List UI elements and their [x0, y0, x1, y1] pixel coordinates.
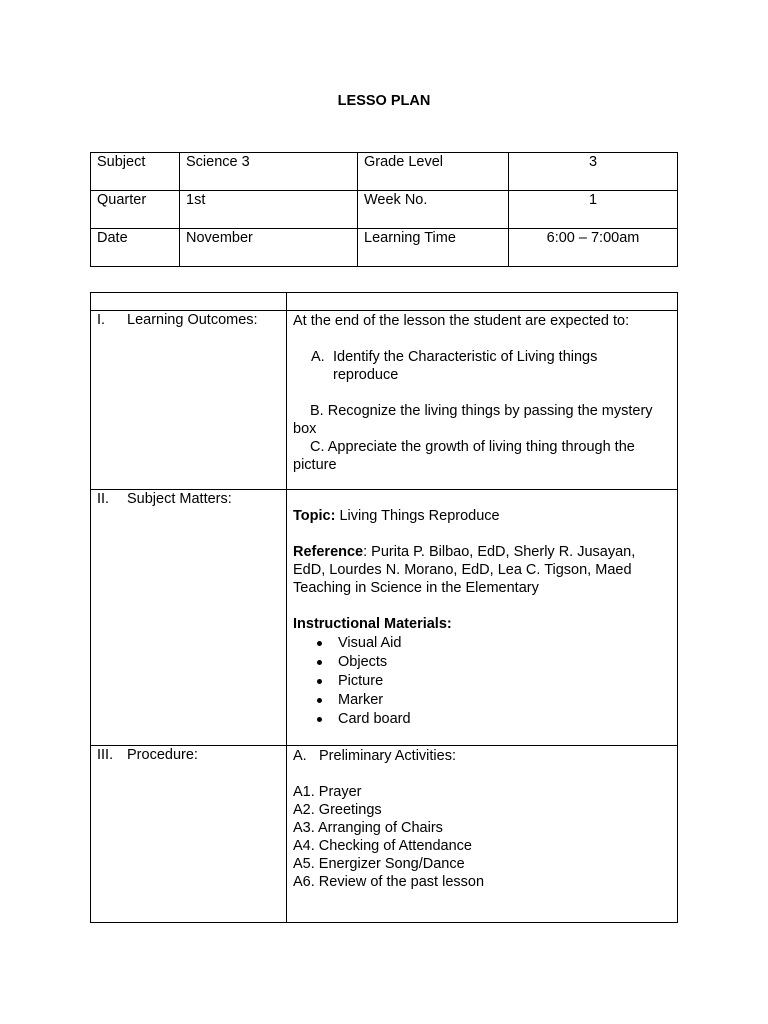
materials-heading: Instructional Materials:: [293, 616, 452, 632]
info-table: [90, 152, 678, 267]
list-item: Marker: [338, 691, 671, 710]
procedure-row: [91, 746, 678, 923]
info-key: Week No.: [358, 191, 509, 229]
procedure-heading: A. Preliminary Activities:: [293, 748, 456, 764]
outcome-a: A. Identify the Characteristic of Living things reproduce: [311, 349, 598, 383]
list-item: Picture: [338, 672, 671, 691]
info-key: Quarter: [91, 191, 180, 229]
outcomes-intro: At the end of the lesson the student are expected to:: [293, 313, 630, 329]
section-numeral: I.: [97, 312, 106, 328]
section-label: Learning Outcomes:: [127, 312, 258, 328]
info-key: Learning Time: [358, 229, 509, 267]
list-item: Card board: [338, 710, 671, 729]
table-row: [91, 153, 678, 191]
list-item: A5. Energizer Song/Dance: [293, 856, 465, 872]
list-item: A6. Review of the past lesson: [293, 874, 485, 890]
section-label: Procedure:: [127, 747, 198, 763]
table-row: [91, 191, 678, 229]
lesson-table: [90, 292, 678, 923]
outcomes-row: [91, 311, 678, 490]
info-value: 6:00 – 7:00am: [509, 229, 678, 267]
info-key: Date: [91, 229, 180, 267]
list-item: Objects: [338, 653, 671, 672]
info-value: 1: [509, 191, 678, 229]
document-title: LESSO PLAN: [337, 93, 431, 109]
info-value: 3: [509, 153, 678, 191]
list-item: A3. Arranging of Chairs: [293, 820, 443, 836]
materials-list: [293, 634, 671, 729]
section-numeral: III.: [97, 747, 114, 763]
info-value: Science 3: [180, 153, 358, 191]
subject-row: [91, 490, 678, 746]
info-value: 1st: [180, 191, 358, 229]
info-key: Subject: [91, 153, 180, 191]
section-label: Subject Matters:: [127, 491, 232, 507]
info-key: Grade Level: [358, 153, 509, 191]
list-item: A1. Prayer: [293, 784, 362, 800]
info-value: November: [180, 229, 358, 267]
outcome-b: B. Recognize the living things by passing the mystery box: [293, 403, 653, 437]
list-item: A2. Greetings: [293, 802, 382, 818]
list-item: A4. Checking of Attendance: [293, 838, 472, 854]
list-item: Visual Aid: [338, 634, 671, 653]
outcome-c: C. Appreciate the growth of living thing through the picture: [293, 439, 635, 473]
table-row: [91, 229, 678, 267]
reference-line: Reference: Purita P. Bilbao, EdD, Sherly R. Jusayan, EdD, Lourdes N. Morano, EdD, Lea C. Tigson, Maed Teaching in Science in the Elementary: [293, 544, 636, 596]
topic-line: Topic: Living Things Reproduce: [293, 508, 500, 524]
header-row: [91, 293, 678, 311]
section-numeral: II.: [97, 491, 110, 507]
